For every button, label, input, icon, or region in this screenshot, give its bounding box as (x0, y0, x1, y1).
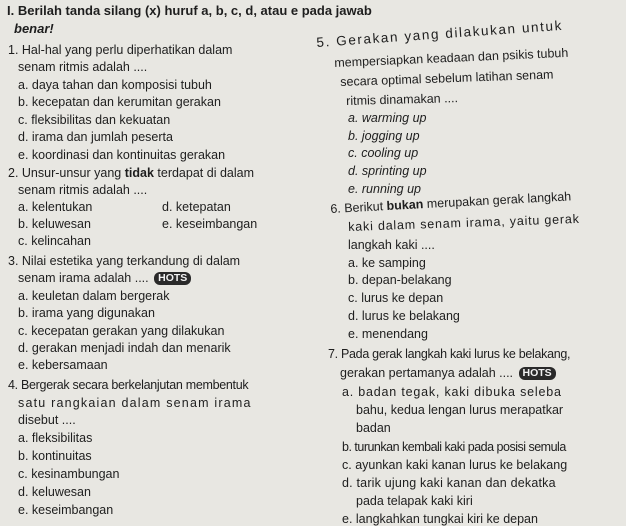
q7-option-e[interactable]: e. langkahkan tungkai kiri ke depan (342, 512, 538, 526)
q7-option-c[interactable]: c. ayunkan kaki kanan lurus ke belakang (342, 458, 568, 472)
question-5-stem-cont-3: ritmis dinamakan .... (346, 91, 459, 108)
q3-option-d[interactable]: d. gerakan menjadi indah dan menarik (18, 341, 231, 355)
question-4-stem-cont-2: disebut .... (18, 413, 76, 427)
q6-option-c[interactable]: c. lurus ke depan (348, 291, 444, 305)
q7-option-d-cont: pada telapak kaki kiri (356, 494, 473, 508)
q7-option-a-cont-2: badan (356, 421, 391, 435)
question-4-stem-cont: satu rangkaian dalam senam irama (18, 396, 252, 410)
q4-option-d[interactable]: d. keluwesan (18, 485, 91, 499)
q1-option-d[interactable]: d. irama dan jumlah peserta (18, 130, 173, 144)
instruction-line-1: I. Berilah tanda silang (x) huruf a, b, c, d, atau e pada jawab (7, 3, 372, 18)
hots-badge: HOTS (154, 272, 191, 285)
q2-option-b[interactable]: b. keluwesan (18, 217, 91, 231)
instruction-line-2: benar! (14, 21, 54, 36)
q7-option-a-cont: bahu, kedua lengan lurus merapatkar (356, 403, 564, 417)
q3-option-a[interactable]: a. keuletan dalam bergerak (18, 289, 170, 303)
question-1-stem: 1. Hal-hal yang perlu diperhatikan dalam (8, 43, 233, 57)
hots-badge: HOTS (519, 367, 556, 380)
q3-option-e[interactable]: e. kebersamaan (18, 358, 108, 372)
q1-option-a[interactable]: a. daya tahan dan komposisi tubuh (18, 78, 212, 92)
question-2-stem-text: 2. Unsur-unsur yang tidak terdapat di dalam (8, 166, 254, 180)
question-6-stem: 6. Berikut bukan merupakan gerak langkah (330, 189, 572, 216)
q2-option-a[interactable]: a. kelentukan (18, 200, 93, 214)
q2-option-c[interactable]: c. kelincahan (18, 234, 91, 248)
q5-option-b[interactable]: b. jogging up (348, 129, 420, 143)
q1-option-b[interactable]: b. kecepatan dan kerumitan gerakan (18, 95, 221, 109)
question-5-stem: 5. Gerakan yang dilakukan untuk (315, 17, 564, 50)
question-7-stem: 7. Pada gerak langkah kaki lurus ke belakang, (328, 347, 571, 361)
question-2-stem (8, 166, 254, 180)
question-3-stem-cont (18, 271, 191, 285)
q5-option-e[interactable]: e. running up (348, 182, 421, 196)
q7-option-d[interactable]: d. tarik ujung kaki kanan dan dekatka (342, 476, 556, 490)
q6-option-b[interactable]: b. depan-belakang (348, 273, 452, 287)
question-7-stem-cont (340, 366, 556, 380)
q4-option-b[interactable]: b. kontinuitas (18, 449, 92, 463)
question-6-stem-cont: kaki dalam senam irama, yaitu gerak (348, 211, 580, 234)
q3-option-b[interactable]: b. irama yang digunakan (18, 306, 155, 320)
q6-option-d[interactable]: d. lurus ke belakang (348, 309, 460, 323)
q6-option-e[interactable]: e. menendang (348, 327, 428, 341)
question-2-stem-cont: senam ritmis adalah .... (18, 183, 148, 197)
question-5-stem-cont: mempersiapkan keadaan dan psikis tubuh (334, 45, 569, 70)
q2-option-d[interactable]: d. ketepatan (162, 200, 231, 214)
question-4-stem: 4. Bergerak secara berkelanjutan membentuk (8, 378, 249, 392)
q7-option-b[interactable]: b. turunkan kembali kaki pada posisi semula (342, 440, 566, 454)
q3-option-c[interactable]: c. kecepatan gerakan yang dilakukan (18, 324, 225, 338)
question-7-stem-text: gerakan pertamanya adalah .... (340, 366, 514, 380)
question-1-stem-cont: senam ritmis adalah .... (18, 60, 148, 74)
q2-option-e[interactable]: e. keseimbangan (162, 217, 258, 231)
q5-option-a[interactable]: a. warming up (348, 111, 427, 125)
q1-option-c[interactable]: c. fleksibilitas dan kekuatan (18, 113, 171, 127)
question-5-stem-cont-2: secara optimal sebelum latihan senam (340, 67, 554, 89)
q4-option-e[interactable]: e. keseimbangan (18, 503, 114, 517)
q6-option-a[interactable]: a. ke samping (348, 256, 426, 270)
q4-option-a[interactable]: a. fleksibilitas (18, 431, 93, 445)
q7-option-a[interactable]: a. badan tegak, kaki dibuka seleba (342, 385, 562, 399)
q4-option-c[interactable]: c. kesinambungan (18, 467, 120, 481)
q5-option-c[interactable]: c. cooling up (348, 146, 419, 160)
question-3-stem-text: senam irama adalah .... (18, 271, 149, 285)
question-6-stem-cont-2: langkah kaki .... (348, 238, 435, 252)
q1-option-e[interactable]: e. koordinasi dan kontinuitas gerakan (18, 148, 226, 162)
question-3-stem: 3. Nilai estetika yang terkandung di dalam (8, 254, 241, 268)
q5-option-d[interactable]: d. sprinting up (348, 164, 427, 178)
